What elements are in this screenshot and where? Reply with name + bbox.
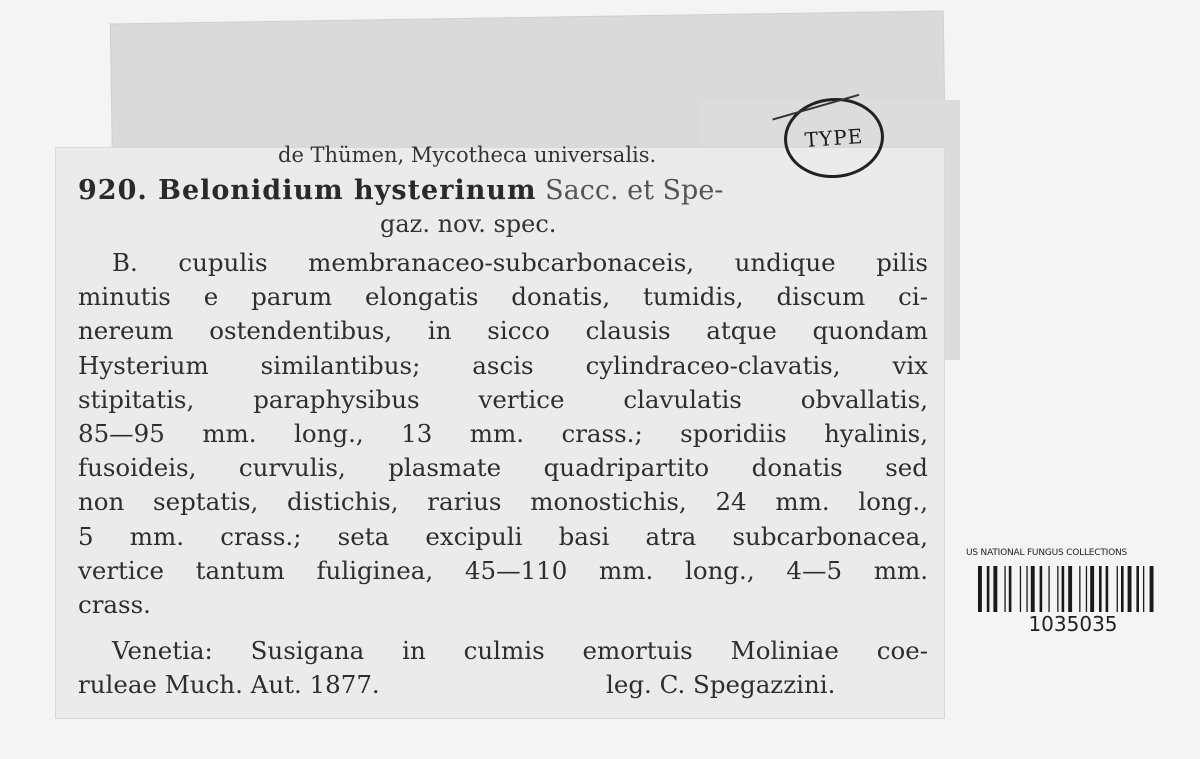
- barcode-label: [966, 546, 1180, 646]
- barcode-bar: [1020, 566, 1021, 612]
- barcode-bar: [1040, 566, 1043, 612]
- barcode-bar: [1150, 566, 1154, 612]
- barcode-bar: [1048, 566, 1049, 612]
- barcode-bar: [1062, 566, 1065, 612]
- type-stamp: TYPE: [781, 95, 886, 182]
- barcode-bar: [1004, 566, 1005, 612]
- barcode-bar: [1068, 566, 1072, 612]
- species-description: [78, 246, 928, 622]
- barcode-bar: [1099, 566, 1102, 612]
- barcode-bar: [1143, 566, 1144, 612]
- description-line: vertice tantum fuliginea, 45—110 mm. long., 4—5 mm.: [78, 555, 928, 585]
- barcode-bar: [1117, 566, 1118, 612]
- description-line: minutis e parum elongatis donatis, tumidis, discum ci-: [78, 282, 928, 312]
- barcode-bar: [1079, 566, 1080, 612]
- description-line: non septatis, distichis, rarius monostichis, 24 mm. long.,: [78, 487, 928, 517]
- collector: leg. C. Spegazzini.: [606, 670, 836, 699]
- barcode-bar: [978, 566, 982, 612]
- exsiccata-header: de Thümen, Mycotheca universalis.: [278, 143, 657, 167]
- barcode-bar: [1031, 566, 1035, 612]
- barcode-bar: [993, 566, 997, 612]
- barcode-bar: [1128, 566, 1132, 612]
- barcode-icon: [976, 566, 1172, 612]
- barcode-number: 1035035: [1028, 612, 1118, 636]
- barcode-bar: [1136, 566, 1139, 612]
- barcode-bar: [987, 566, 990, 612]
- description-line: Hysterium similantibus; ascis cylindraceo-clavatis, vix: [78, 350, 928, 380]
- barcode-bar: [1009, 566, 1012, 612]
- locality-text: [78, 634, 928, 702]
- species-title: [78, 174, 928, 208]
- species-number-name: 920. Belonidium hysterinum: [78, 175, 537, 206]
- description-line: crass.: [78, 590, 151, 620]
- barcode-bar: [1121, 566, 1124, 612]
- barcode-bar: [1090, 566, 1094, 612]
- locality-line: ruleae Much. Aut. 1877.: [78, 670, 380, 700]
- locality-line: Venetia: Susigana in culmis emortuis Moliniae coe-: [112, 636, 928, 665]
- species-authors-continued: gaz. nov. spec.: [380, 210, 557, 238]
- barcode-bar: [1106, 566, 1109, 612]
- description-line: stipitatis, paraphysibus vertice clavulatis obvallatis,: [78, 384, 928, 414]
- description-line: B. cupulis membranaceo-subcarbonaceis, undique pilis: [112, 248, 928, 277]
- description-line: fusoideis, curvulis, plasmate quadripartito donatis sed: [78, 453, 928, 483]
- species-authors: Sacc. et Spe-: [545, 175, 724, 206]
- barcode-bar: [1026, 566, 1027, 612]
- description-line: 5 mm. crass.; seta excipuli basi atra subcarbonacea,: [78, 521, 928, 551]
- description-line: 85—95 mm. long., 13 mm. crass.; sporidiis hyalinis,: [78, 419, 928, 449]
- description-line: nereum ostendentibus, in sicco clausis atque quondam: [78, 316, 928, 346]
- barcode-caption: US NATIONAL FUNGUS COLLECTIONS: [966, 548, 1128, 558]
- barcode-bar: [1057, 566, 1058, 612]
- barcode-bar: [1086, 566, 1087, 612]
